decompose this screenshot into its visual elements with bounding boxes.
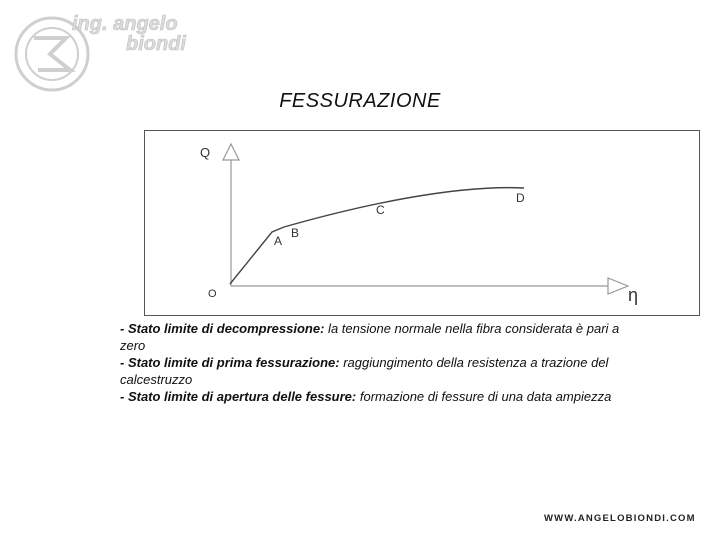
footer-url [544, 508, 714, 524]
description [120, 320, 640, 405]
axis-x-label: η [628, 285, 639, 305]
item-text: la tensione normale nella fibra considerata è pari a zero [120, 321, 620, 353]
item-text: raggiungimento della resistenza a trazione del calcestruzzo [120, 355, 609, 387]
footer-url-text: WWW.ANGELOBIONDI.COM [544, 513, 696, 524]
origin-label: O [208, 288, 217, 300]
list-item [120, 354, 640, 388]
point-a-label: A [274, 234, 283, 248]
list-item [120, 320, 640, 354]
diagram [144, 130, 700, 316]
point-b-label: B [291, 226, 300, 240]
page-title: FESSURAZIONE [279, 90, 441, 112]
item-term: - Stato limite di prima fessurazione: [120, 355, 340, 370]
item-term: - Stato limite di decompressione: [120, 321, 325, 336]
point-d-label: D [516, 191, 525, 205]
item-text: formazione di fessure di una data ampiezza [356, 389, 612, 404]
logo [6, 4, 206, 96]
list-item [120, 388, 640, 405]
axis-y-label: Q [200, 145, 211, 160]
logo-text-line2: biondi [126, 33, 186, 55]
item-term: - Stato limite di apertura delle fessure: [120, 389, 357, 404]
logo-text-line1: ing. angelo [72, 13, 178, 35]
point-c-label: C [376, 203, 385, 217]
